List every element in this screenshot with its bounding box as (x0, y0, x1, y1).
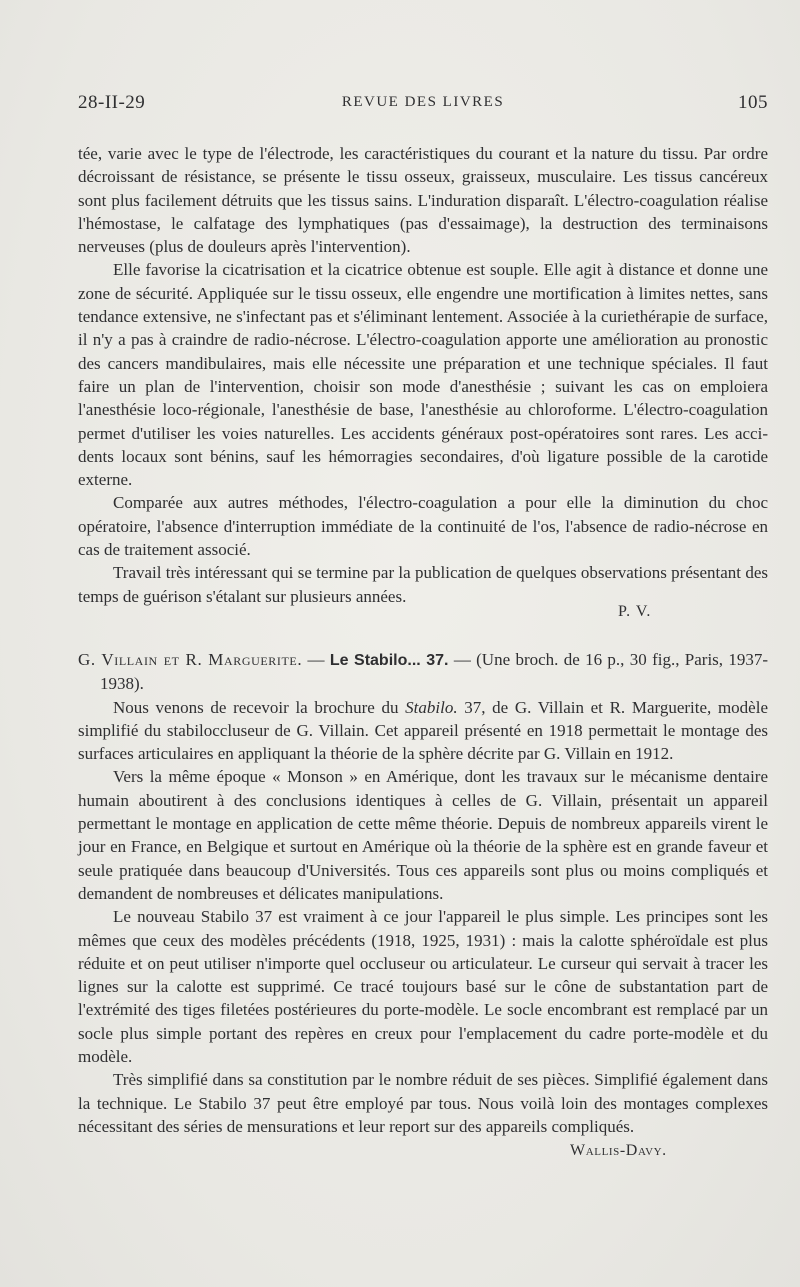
bibliographic-entry (78, 648, 768, 696)
review-signature-pv: P. V. (618, 603, 652, 620)
entry-dash: — (453, 650, 471, 669)
running-header (78, 92, 768, 118)
italic-title: Stabilo. (405, 697, 458, 717)
entry-dash: — (307, 650, 325, 669)
entry-title: Le Stabilo... 37. (329, 652, 449, 669)
header-page-number: 105 (738, 92, 768, 113)
paragraph: Travail très intéressant qui se termine par la publication de quelques observations présentant des temps de guérison s'étalant sur plusieurs années. (78, 563, 768, 606)
paragraph: Le nouveau Stabilo 37 est vraiment à ce jour l'appareil le plus simple. Les principes sont les mêmes que ceux des modèles précédents (1918, 1925, 1931) : mais la calotte sphéroïdale est plus réduite et on peut utiliser n'importe quel occluseur ou articulateur. Le curseur qui servait à tracer les lignes sur la calotte est supprimé. Ce tracé toujours basé sur le cône de substantation part de l'extrémité des tiges filetées postérieures du porte-modèle. Le socle encombrant est remplacé par un socle plus simple portant des repères en creux pour l'emplacement du cadre porte-modèle et du modèle. (78, 907, 768, 1067)
review-stabilo-body (78, 648, 768, 1138)
paragraph: Elle favorise la cicatrisation et la cicatrice obtenue est souple. Elle agit à distance et donne une zone de sécurité. Appliquée sur le tissu osseux, elle engendre une mortification à limites nettes, sans tendance extensive, ne s'infectant pas et s'éliminant lentement. Associée à la curiethérapie de surface, il n'y a pas à craindre de radio-nécrose. L'électro-coagulation apporte une amélioration au pronostic des cancers mandibulaires, mais elle nécessite une préparation et une technique spéciales. Il faut faire un plan de l'intervention, choisir son mode d'anesthésie ; suivant les cas on emploiera l'anesthésie loco-régionale, l'anesthésie de base, l'anesthésie au chloroforme. L'électro-coagulation permet d'utiliser les voies naturelles. Les accidents généraux post-opératoires sont rares. Les accidents locaux sont bénins, sauf les hémorragies secondaires, d'où ligature possible de la carotide externe. (78, 260, 768, 490)
paragraph: Comparée aux autres méthodes, l'électro-coagulation a pour elle la diminution du choc opératoire, l'absence d'interruption immédiate de la continuité de l'os, l'absence de radio-nécrose en cas de traitement associé. (78, 493, 768, 560)
review-signature-wallis-davy: Wallis-Davy. (570, 1142, 667, 1159)
header-date: 28-II-29 (78, 92, 146, 113)
paragraph: Vers la même époque « Monson » en Amérique, dont les travaux sur le mécanisme dentaire humain aboutirent à des conclusions identiques à celles de G. Villain, présentait un appareil permettant le montage en application de cette même théorie. Depuis de nombreux appareils virent le jour en France, en Belgique et surtout en Amérique où la théorie de la sphère est en grande faveur et seule pratiquée dans beaucoup d'Universités. Tous ces appareils sont plus ou moins compliqués et demandent de nombreuses et délicates manipulations. (78, 767, 768, 903)
paragraph: Nous venons de recevoir la brochure du Stabilo. 37, de G. Villain et R. Marguerite, modèle simplifié du stabiloccluseur de G. Villain. Cet appareil présenté en 1918 permettait le montage des surfaces articulaires en appliquant la théorie de la sphère décrite par G. Villain en 1912. (78, 697, 768, 764)
review-pv-body (78, 142, 768, 608)
entry-details: (Une broch. de 16 p., 30 fig., Paris, 1937-1938). (100, 650, 769, 694)
paragraph: tée, varie avec le type de l'électrode, les caractéristiques du courant et la nature du tissu. Par ordre décroissant de résistance, se présente le tissu osseux, graisseux, musculaire. Les tissus cancéreux sont plus facilement détruits que les tissus sains. L'induration disparaît. L'électro-coagulation réalise l'hémostase, le calfatage des lymphatiques (pas d'essaimage), la destruction des terminaisons nerveuses (plus de douleurs après l'intervention). (78, 144, 768, 257)
header-running-title: REVUE DES LIVRES (341, 94, 505, 110)
entry-authors: G. Villain et R. Marguerite. (78, 650, 303, 669)
paragraph: Très simplifié dans sa constitution par le nombre réduit de ses pièces. Simplifié également dans la technique. Le Stabilo 37 peut être employé par tous. Nous voilà loin des montages complexes nécessitant des séries de mensurations et leur report sur des appareils compliqués. (78, 1070, 768, 1136)
